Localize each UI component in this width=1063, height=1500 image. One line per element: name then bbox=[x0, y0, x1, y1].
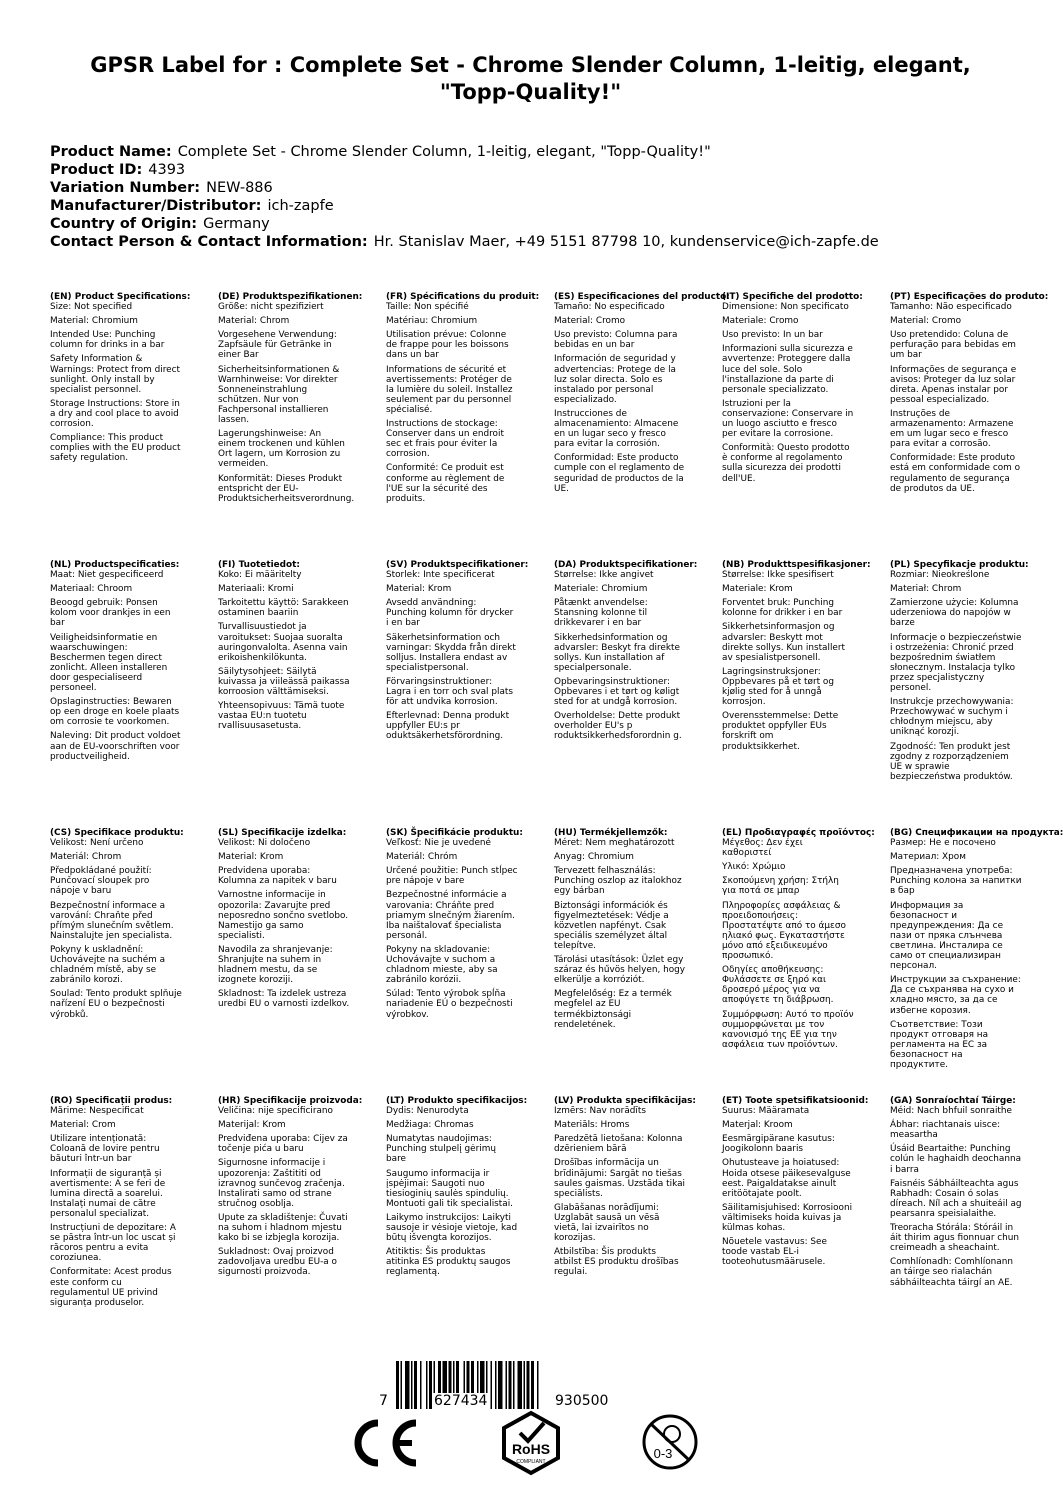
spec-line: Forventet bruk: Punching kolonne for drikker i en bar bbox=[722, 598, 843, 619]
spec-line: Materjal: Kroom bbox=[722, 1120, 793, 1131]
spec-line: Säilytysohjeet: Säilytä kuivassa ja viileässä paikassa korroosion välttämiseksi. bbox=[218, 666, 350, 698]
barcode-bar bbox=[414, 1361, 417, 1409]
spec-block bbox=[50, 1096, 182, 1332]
spec-line: Anyag: Chromium bbox=[554, 852, 634, 863]
spec-line: Pokyny k uskladnění: Uchovávejte na suchém a chladném místě, aby se zabránilo korozi. bbox=[50, 944, 166, 986]
spec-line: Påtænkt anvendelse: Stansning kolonne til drikkevarer i en bar bbox=[554, 598, 648, 629]
spec-line: Naleving: Dit product voldoet aan de EU-voorschriften voor productveiligheid. bbox=[50, 731, 181, 762]
spec-line: Sukladnost: Ovaj proizvod zadovoljava uredbu EU-a o sigurnosti proizvoda. bbox=[218, 1247, 337, 1278]
spec-line: Zgodność: Ten produkt jest zgodny z rozporządzeniem UE w sprawie bezpieczeństwa produktów. bbox=[890, 741, 1013, 782]
spec-line: Conformité: Ce produit est conforme au règlement de l'UE sur la sécurité des produits. bbox=[386, 463, 505, 504]
spec-line: Conformidad: Este producto cumple con el reglamento de seguridad de productos de la UE. bbox=[554, 453, 685, 494]
footer-marks bbox=[0, 1355, 1061, 1495]
spec-line: Určené použitie: Punch stĺpec pre nápoje v bare bbox=[386, 866, 518, 887]
spec-line: Materiale: Cromo bbox=[722, 316, 799, 327]
barcode-bar bbox=[401, 1361, 403, 1409]
spec-line: Informacje o bezpieczeństwie i ostrzeżenia: Chronić przed bezpośrednim światłem słonecznym. Instalacja tylko przez specjalistyczny personel. bbox=[890, 632, 1022, 694]
spec-line: Conformitate: Acest produs este conform cu regulamentul UE privind siguranța produselor. bbox=[50, 1267, 172, 1308]
barcode-bar bbox=[495, 1361, 497, 1409]
spec-block bbox=[386, 828, 523, 1096]
spec-line: Uso pretendido: Coluna de perfuração para bebidas em um bar bbox=[890, 330, 1016, 361]
spec-line: Pokyny na skladovanie: Uchovávajte v suchom a chladnom mieste, aby sa zabránilo korózii. bbox=[386, 944, 498, 986]
spec-line: Koko: Ei määritelty bbox=[218, 570, 302, 581]
spec-line: Matériau: Chromium bbox=[386, 316, 478, 327]
info-value: 4393 bbox=[148, 162, 186, 178]
rohs-sublabel: COMPLIANT bbox=[516, 1459, 546, 1465]
spec-line: Tamaño: No especificado bbox=[554, 302, 665, 313]
spec-line: Informații de siguranță și avertismente: A se feri de lumina directă a soarelui. Instalați numai de către personalul specializat. bbox=[50, 1168, 166, 1219]
spec-line: Laikymo instrukcijos: Laikyti sausoje ir vėsioje vietoje, kad būtų išvengta korozijos. bbox=[386, 1212, 518, 1244]
spec-line: Instrucciones de almacenamiento: Almacene en un lugar seco y fresco para evitar la corrosión. bbox=[554, 408, 679, 450]
manufacturer-row bbox=[50, 197, 1040, 215]
spec-line: Tárolási utasítások: Üzlet egy száraz és hűvös helyen, hogy elkerülje a korróziót. bbox=[554, 955, 686, 986]
rohs-label: RoHS bbox=[511, 1441, 551, 1457]
spec-block-header: (RO) Specificații produs: bbox=[50, 1096, 173, 1106]
spec-line: Material: Chromium bbox=[50, 316, 138, 327]
spec-block bbox=[890, 292, 1049, 560]
spec-line: Material: Crom bbox=[50, 1120, 116, 1131]
spec-line: Yhteensopivuus: Tämä tuote vastaa EU:n tuotetu rvallisuusasetusta. bbox=[218, 701, 345, 732]
spec-block-header: (PT) Especificações do produto: bbox=[890, 292, 1049, 302]
spec-block-header: (DE) Produktspezifikationen: bbox=[218, 292, 363, 302]
barcode-bar bbox=[524, 1361, 526, 1409]
info-label: Product ID: bbox=[50, 162, 143, 178]
product-info bbox=[50, 143, 1040, 251]
barcode-bar bbox=[537, 1361, 539, 1409]
spec-line: Nõuetele vastavus: See toode vastab EL-i tooteohutusmäärusele. bbox=[722, 1237, 827, 1268]
spec-line: Информация за безопасност и предупреждения: Да се пази от пряка слънчева светлина. Инсталира се само от специализиран персонал. bbox=[890, 900, 1004, 972]
spec-line: Paredzētā lietošana: Kolonna dzērieniem bārā bbox=[554, 1134, 683, 1155]
spec-line: Informações de segurança e avisos: Proteger da luz solar direta. Apenas instalar por pessoal especializado. bbox=[890, 364, 1017, 405]
spec-line: Intended Use: Punching column for drinks in a bar bbox=[50, 330, 165, 351]
spec-line: Efterlevnad: Denna produkt uppfyller EU:s pr oduktsäkerhetsförordning. bbox=[386, 711, 510, 742]
spec-line: Utilizare intenționată: Coloană de lovire pentru băuturi într-un bar bbox=[50, 1134, 160, 1165]
spec-block bbox=[722, 1096, 869, 1332]
spec-line: Размер: Не е посочено bbox=[890, 838, 996, 849]
spec-line: Información de seguridad y advertencias: Protege de la luz solar directa. Solo es instalado por personal especializado. bbox=[554, 354, 676, 405]
spec-line: Istruzioni per la conservazione: Conservare in un luogo asciutto e fresco per evitare la corrosione. bbox=[722, 398, 854, 440]
info-label: Manufacturer/Distributor: bbox=[50, 198, 262, 214]
spec-line: Dydis: Nenurodyta bbox=[386, 1106, 469, 1117]
variation-number-row bbox=[50, 179, 1040, 197]
spec-line: Treoracha Stórála: Stóráil in áit thirim agus fionnuar chun creimeadh a sheachaint. bbox=[890, 1223, 1020, 1254]
spec-line: Material: Krom bbox=[218, 852, 284, 863]
info-value: Complete Set - Chrome Slender Column, 1-leitig, elegant, "Topp-Quality!" bbox=[177, 144, 711, 160]
spec-line: Säilitamisjuhised: Korrosiooni vältimiseks hoida kuivas ja külmas kohas. bbox=[722, 1202, 853, 1234]
spec-block-header: (PL) Specyfikacje produktu: bbox=[890, 560, 1029, 570]
spec-block-header: (NB) Produkttspesifikasjoner: bbox=[722, 560, 871, 570]
spec-line: Taille: Non spécifié bbox=[386, 302, 469, 313]
contact-row bbox=[50, 233, 1040, 251]
barcode-bar bbox=[396, 1361, 399, 1409]
info-value: Germany bbox=[203, 216, 270, 232]
spec-line: Úsáid Beartaithe: Punching colún le haghaidh deochanna i barra bbox=[890, 1144, 1022, 1175]
spec-line: Material: Chrom bbox=[218, 316, 290, 327]
spec-line: Tamanho: Não especificado bbox=[890, 302, 1012, 313]
spec-block-header: (NL) Productspecificaties: bbox=[50, 560, 180, 570]
country-of-origin-row bbox=[50, 215, 1040, 233]
product-id-row bbox=[50, 161, 1040, 179]
ce-mark-icon bbox=[350, 1415, 422, 1471]
spec-block bbox=[218, 1096, 363, 1332]
spec-block bbox=[386, 560, 529, 828]
spec-line: Informazioni sulla sicurezza e avvertenze: Proteggere dalla luce del sole. Solo l'installazione da parte di personale specializzato. bbox=[722, 344, 853, 395]
spec-line: Συμμόρφωση: Αυτό το προϊόν συμμορφώνεται με τον κανονισμό της ΕΕ για την ασφάλεια των προϊόντων. bbox=[722, 1009, 854, 1050]
spec-line: Μέγεθος: Δεν έχει καθοριστεί bbox=[722, 838, 803, 859]
spec-line: Medžiaga: Chromas bbox=[386, 1120, 474, 1131]
spec-line: Σκοπούμενη χρήση: Στήλη για ποτά σε μπαρ bbox=[722, 876, 839, 897]
barcode-digits-left: 7 bbox=[379, 1393, 388, 1409]
spec-line: Υλικό: Χρώμιο bbox=[722, 862, 786, 873]
spec-line: Materiale: Chromium bbox=[554, 584, 648, 595]
spec-line: Suurus: Määramata bbox=[722, 1106, 810, 1117]
spec-line: Safety Information & Warnings: Protect from direct sunlight. Only install by specialist personnel. bbox=[50, 354, 180, 395]
spec-block bbox=[386, 292, 540, 560]
info-value: Hr. Stanislav Maer, +49 5151 87798 10, kundenservice@ich-zapfe.de bbox=[373, 234, 879, 250]
spec-line: Méret: Nem meghatározott bbox=[554, 838, 675, 849]
spec-line: Zamierzone użycie: Kolumna uderzeniowa do napojów w barze bbox=[890, 598, 1019, 629]
barcode-bar bbox=[405, 1361, 410, 1409]
spec-line: Velikost: Ni določeno bbox=[218, 838, 311, 849]
spec-block bbox=[386, 1096, 528, 1332]
spec-line: Οδηγίες αποθήκευσης: Φυλάσσετε σε ξηρό και δροσερό μέρος για να αποφύγετε τη διάβρωση. bbox=[722, 965, 834, 1006]
spec-block bbox=[50, 560, 182, 828]
page-title: GPSR Label for : Complete Set - Chrome Slender Column, 1-leitig, elegant, "Topp-Quality!" bbox=[90, 53, 971, 104]
barcode-bar bbox=[518, 1361, 523, 1409]
spec-line: Předpokládané použití: Punčovací sloupek pro nápoje v baru bbox=[50, 866, 152, 897]
spec-line: Konformität: Dieses Produkt entspricht der EU-Produktsicherheitsverordnung. bbox=[218, 473, 355, 504]
spec-line: Material: Cromo bbox=[890, 316, 962, 327]
spec-line: Méid: Nach bhfuil sonraithe bbox=[890, 1106, 1012, 1117]
spec-line: Størrelse: Ikke angivet bbox=[554, 570, 654, 581]
spec-line: Instrucțiuni de depozitare: A se păstra într-un loc uscat și răcoros pentru a evita coroziunea. bbox=[50, 1223, 176, 1264]
spec-line: Materiaali: Kromi bbox=[218, 584, 294, 595]
spec-line: Atitiktis: Šis produktas atitinka ES produktų saugos reglamentą. bbox=[386, 1247, 511, 1278]
spec-block bbox=[890, 1096, 1022, 1332]
spec-line: Mărime: Nespecificat bbox=[50, 1106, 144, 1117]
spec-line: Overensstemmelse: Dette produktet oppfyller EUs forskrift om produktsikkerhet. bbox=[722, 711, 839, 752]
spec-line: Size: Not specified bbox=[50, 302, 133, 313]
spec-line: Инструкции за съхранение: Да се съхранява на сухо и хладно място, за да се избегне корозия. bbox=[890, 975, 1021, 1016]
spec-line: Uso previsto: In un bar bbox=[722, 330, 823, 341]
spec-line: Compliance: This product complies with the EU product safety regulation. bbox=[50, 433, 181, 464]
spec-line: Faisnéis Sábháilteachta agus Rabhadh: Cosain ó solas díreach. Níl ach a shuiteáil ag pearsanra speisialaithe. bbox=[890, 1178, 1022, 1219]
spec-line: Größe: nicht spezifiziert bbox=[218, 302, 324, 313]
barcode-bar bbox=[506, 1361, 508, 1409]
barcode-bar bbox=[527, 1361, 530, 1409]
spec-block bbox=[218, 292, 363, 560]
spec-block-header: (EL) Προδιαγραφές προϊόντος: bbox=[722, 828, 875, 838]
spec-block bbox=[722, 292, 863, 560]
spec-line: Sikkerhedsinformation og advarsler: Beskyt fra direkte sollys. Kun installation af specialpersonale. bbox=[554, 632, 680, 673]
spec-block-header: (HU) Termékjellemzők: bbox=[554, 828, 668, 838]
spec-line: Navodila za shranjevanje: Shranjujte na suhem in hladnem mestu, da se izognete koroziji. bbox=[218, 944, 333, 986]
spec-line: Съответствие: Този продукт отговаря на регламента на ЕС за безопасност на продуктите. bbox=[890, 1019, 989, 1070]
spec-line: Ábhar: riachtanais uisce: measartha bbox=[890, 1120, 1001, 1141]
product-name-row bbox=[50, 143, 1040, 161]
spec-line: Material: Krom bbox=[386, 584, 452, 595]
spec-line: Eesmärgipärane kasutus: Joogikolonn baaris bbox=[722, 1134, 835, 1155]
spec-line: Tarkoitettu käyttö: Sarakkeen ostaminen baariin bbox=[218, 598, 349, 619]
spec-line: Veličina: nije specificirano bbox=[218, 1106, 333, 1117]
spec-block-header: (DA) Produktspecifikationer: bbox=[554, 560, 698, 570]
spec-block-header: (ES) Especificaciones del producto: bbox=[554, 292, 730, 302]
spec-block bbox=[554, 1096, 696, 1332]
barcode-bar bbox=[491, 1361, 493, 1409]
spec-line: Vorgesehene Verwendung: Zapfsäule für Getränke in einer Bar bbox=[218, 330, 337, 361]
spec-line: Materiaal: Chroom bbox=[50, 584, 133, 595]
age-warning-icon bbox=[641, 1413, 699, 1471]
spec-line: Materiał: Chrom bbox=[890, 584, 962, 595]
barcode-bar bbox=[509, 1361, 512, 1409]
info-label: Product Name: bbox=[50, 144, 172, 160]
spec-line: Materiale: Krom bbox=[722, 584, 793, 595]
info-label: Variation Number: bbox=[50, 180, 201, 196]
spec-block bbox=[890, 560, 1029, 828]
spec-line: Ohutusteave ja hoiatused: Hoida otsese päikesevalguse eest. Paigaldatakse ainult eritöötajate poolt. bbox=[722, 1158, 851, 1199]
spec-line: Materiāls: Hroms bbox=[554, 1120, 630, 1131]
spec-line: Veiligheidsinformatie en waarschuwingen: Beschermen tegen direct zonlicht. Alleen installeren door gespecialiseerd personeel. bbox=[50, 632, 168, 694]
spec-line: Saugumo informacija ir įspėjimai: Saugoti nuo tiesioginių saulės spindulių. Montuoti gali tik specialistai. bbox=[386, 1168, 514, 1209]
spec-line: Predviđena uporaba: Cijev za točenje pića u baru bbox=[218, 1134, 348, 1155]
age-label: 0-3 bbox=[653, 1446, 673, 1461]
spec-line: Storlek: Inte specificerat bbox=[386, 570, 495, 581]
spec-line: Bezpečnostní informace a varování: Chraňte před přímým slunečním světlem. Nainstalujte jen specialista. bbox=[50, 900, 174, 941]
spec-block-header: (FR) Spécifications du produit: bbox=[386, 292, 540, 302]
spec-block-header: (IT) Specifiche del prodotto: bbox=[722, 292, 863, 302]
barcode-bar bbox=[411, 1361, 413, 1409]
spec-line: Uso previsto: Columna para bebidas en un bar bbox=[554, 330, 678, 351]
spec-line: Sikkerhetsinformasjon og advarsler: Beskytt mot direkte sollys. Kun installert av spesialistpersonell. bbox=[722, 622, 846, 663]
barcode-bar bbox=[420, 1361, 422, 1409]
info-label: Country of Origin: bbox=[50, 216, 198, 232]
spec-block bbox=[50, 292, 191, 560]
spec-line: Upute za skladištenje: Čuvati na suhom i hladnom mjestu kako bi se izbjegla korozija. bbox=[218, 1212, 348, 1244]
spec-line: Bezpečnostné informácie a varovania: Chráňte pred priamym slnečným žiarením. Iba naištalovať špecialista personál. bbox=[386, 890, 515, 941]
spec-line: Opbevaringsinstruktioner: Opbevares i et tørt og køligt sted for at undgå korrosion. bbox=[554, 676, 680, 708]
spec-block bbox=[554, 828, 686, 1096]
spec-line: Instrukcje przechowywania: Przechowywać w suchym i chłodnym miejscu, aby uniknąć korozji. bbox=[890, 697, 1014, 738]
spec-line: Izmērs: Nav norādīts bbox=[554, 1106, 646, 1117]
spec-block-header: (SL) Specifikacije izdelka: bbox=[218, 828, 347, 838]
barcode-bar bbox=[498, 1361, 503, 1409]
spec-block bbox=[722, 560, 871, 828]
spec-line: Utilisation prévue: Colonne de frappe pour les boissons dans un bar bbox=[386, 330, 509, 361]
spec-line: Storage Instructions: Store in a dry and cool place to avoid corrosion. bbox=[50, 398, 180, 430]
spec-block-header: (EN) Product Specifications: bbox=[50, 292, 191, 302]
spec-line: Opslaginstructies: Bewaren op een droge en koele plaats om corrosie te voorkomen. bbox=[50, 697, 180, 728]
spec-block-header: (BG) Спецификации на продукта: bbox=[890, 828, 1063, 838]
spec-line: Størrelse: Ikke spesifisert bbox=[722, 570, 834, 581]
spec-line: Numatytas naudojimas: Punching stulpelį gėrimų bare bbox=[386, 1134, 497, 1165]
spec-line: Beoogd gebruik: Ponsen kolom voor drankjes in een bar bbox=[50, 598, 171, 629]
spec-line: Drošības informācija un brīdinājumi: Sargāt no tiešas saules gaismas. Uzstāda tikai speciālists. bbox=[554, 1158, 685, 1199]
spec-line: Veľkosť: Nie je uvedené bbox=[386, 838, 491, 849]
spec-line: Instruções de armazenamento: Armazene em um lugar seco e fresco para evitar a corrosão. bbox=[890, 408, 1014, 450]
spec-block bbox=[890, 828, 1063, 1096]
spec-block-header: (LT) Produkto specifikacijos: bbox=[386, 1096, 528, 1106]
spec-line: Материал: Хром bbox=[890, 852, 966, 863]
spec-block-header: (LV) Produkta specifikācijas: bbox=[554, 1096, 696, 1106]
spec-block bbox=[218, 560, 350, 828]
spec-line: Tervezett felhasználás: Punching oszlop az italokhoz egy bárban bbox=[554, 866, 682, 897]
spec-block-header: (GA) Sonraíochtaí Táirge: bbox=[890, 1096, 1016, 1106]
spec-block bbox=[50, 828, 182, 1096]
barcode-digits-mid: 627434 bbox=[434, 1393, 488, 1409]
spec-line: Megfelelőség: Ez a termék megfelel az EU termékbiztonsági rendeletének. bbox=[554, 989, 672, 1030]
spec-block-header: (SK) Špecifikácie produktu: bbox=[386, 828, 523, 838]
rohs-compliant-icon bbox=[500, 1411, 562, 1475]
spec-line: Súlad: Tento výrobok spĺňa nariadenie EÚ o bezpečnosti výrobkov. bbox=[386, 989, 513, 1020]
spec-line: Предназначена употреба: Punching колона за напитки в бар bbox=[890, 866, 1022, 897]
spec-line: Soulad: Tento produkt splňuje nařízení EU o bezpečnosti výrobků. bbox=[50, 989, 182, 1020]
spec-line: Materiál: Chróm bbox=[386, 852, 458, 863]
spec-line: Lagerungshinweise: An einem trockenen und kühlen Ort lagern, um Korrosion zu vermeiden. bbox=[218, 429, 345, 470]
spec-line: Avsedd användning: Punching kolumn för drycker i en bar bbox=[386, 598, 514, 629]
spec-line: Materijal: Krom bbox=[218, 1120, 286, 1131]
spec-block-header: (SV) Produktspecifikationer: bbox=[386, 560, 529, 570]
spec-line: Turvallisuustiedot ja varoitukset: Suojaa suoralta auringonvalolta. Asenna vain erikoishenkilökunta. bbox=[218, 622, 348, 663]
spec-line: Materiál: Chrom bbox=[50, 852, 122, 863]
info-value: NEW-886 bbox=[206, 180, 273, 196]
info-value: ich-zapfe bbox=[267, 198, 334, 214]
spec-line: Overholdelse: Dette produkt overholder EU's p roduktsikkerhedsforordnin g. bbox=[554, 711, 682, 742]
spec-line: Velikost: Není určeno bbox=[50, 838, 144, 849]
spec-line: Lagringsinstruksjoner: Oppbevares på et tørt og kjølig sted for å unngå korrosjon. bbox=[722, 666, 834, 708]
barcode-bar bbox=[531, 1361, 534, 1409]
spec-line: Biztonsági információk és figyelmeztetések: Védje a közvetlen napfényt. Csak speciális személyzet által telepítve. bbox=[554, 900, 669, 951]
barcode-bar bbox=[426, 1361, 428, 1409]
spec-line: Comhlíonadh: Comhlíonann an táirge seo rialachán sábháilteachta táirgí an AE. bbox=[890, 1257, 1013, 1288]
spec-line: Material: Cromo bbox=[554, 316, 626, 327]
spec-line: Conformità: Questo prodotto è conforme al regolamento sulla sicurezza dei prodotti dell'UE. bbox=[722, 443, 850, 484]
spec-line: Instructions de stockage: Conserver dans un endroit sec et frais pour éviter la corrosion. bbox=[386, 419, 504, 460]
spec-line: Sigurnosne informacije i upozorenja: Zaštititi od izravnog sunčevog zračenja. Instalirati samo od strane stručnog osoblja. bbox=[218, 1158, 345, 1209]
spec-line: Conformidade: Este produto está em conformidade com o regulamento de segurança de produtos da UE. bbox=[890, 453, 1021, 494]
spec-line: Säkerhetsinformation och varningar: Skydda från direkt solljus. Installera endast av specialistpersonal. bbox=[386, 632, 516, 673]
spec-line: Glabāšanas norādījumi: Uzglabāt sausā un vēsā vietā, lai izvairītos no korozijas. bbox=[554, 1202, 660, 1244]
barcode-bar bbox=[513, 1361, 515, 1409]
spec-line: Dimensione: Non specificato bbox=[722, 302, 849, 313]
barcode-digits-right: 930500 bbox=[555, 1393, 609, 1409]
spec-block-header: (CS) Specifikace produktu: bbox=[50, 828, 184, 838]
spec-block-header: (FI) Tuotetiedot: bbox=[218, 560, 300, 570]
language-spec-grid bbox=[50, 292, 1063, 1332]
spec-block bbox=[554, 292, 730, 560]
spec-line: Πληροφορίες ασφάλειας & προειδοποιήσεις: Προστατέψτε από το άμεσο ηλιακό φως. Εγκαταστήστε μόνο από εξειδικευμένο προσωπικό. bbox=[722, 900, 846, 962]
spec-block-header: (ET) Toote spetsifikatsioonid: bbox=[722, 1096, 869, 1106]
spec-line: Förvaringsinstruktioner: Lagra i en torr och sval plats för att undvika korrosion. bbox=[386, 676, 513, 708]
spec-line: Varnostne informacije in opozorila: Zavarujte pred neposredno sončno svetlobo. Namestijo ga samo specialisti. bbox=[218, 890, 349, 941]
spec-line: Rozmiar: Nieokreślone bbox=[890, 570, 990, 581]
spec-line: Predvidena uporaba: Kolumna za napitek v baru bbox=[218, 866, 337, 887]
spec-block-header: (HR) Specifikacije proizvoda: bbox=[218, 1096, 363, 1106]
spec-line: Informations de sécurité et avertissements: Protéger de la lumière du soleil. Installez seulement par du personnel spécialisé. bbox=[386, 364, 513, 415]
info-label: Contact Person & Contact Information: bbox=[50, 234, 368, 250]
spec-line: Sicherheitsinformationen & Warnhinweise: Vor direkter Sonneneinstrahlung schützen. Nur von Fachpersonal installieren lassen. bbox=[218, 364, 340, 426]
spec-block bbox=[722, 828, 875, 1096]
spec-block bbox=[218, 828, 350, 1096]
spec-line: Atbilstība: Šis produkts atbilst ES produktu drošības regulai. bbox=[554, 1247, 679, 1278]
spec-line: Skladnost: Ta izdelek ustreza uredbi EU o varnosti izdelkov. bbox=[218, 989, 350, 1010]
spec-line: Maat: Niet gespecificeerd bbox=[50, 570, 164, 581]
spec-block bbox=[554, 560, 698, 828]
